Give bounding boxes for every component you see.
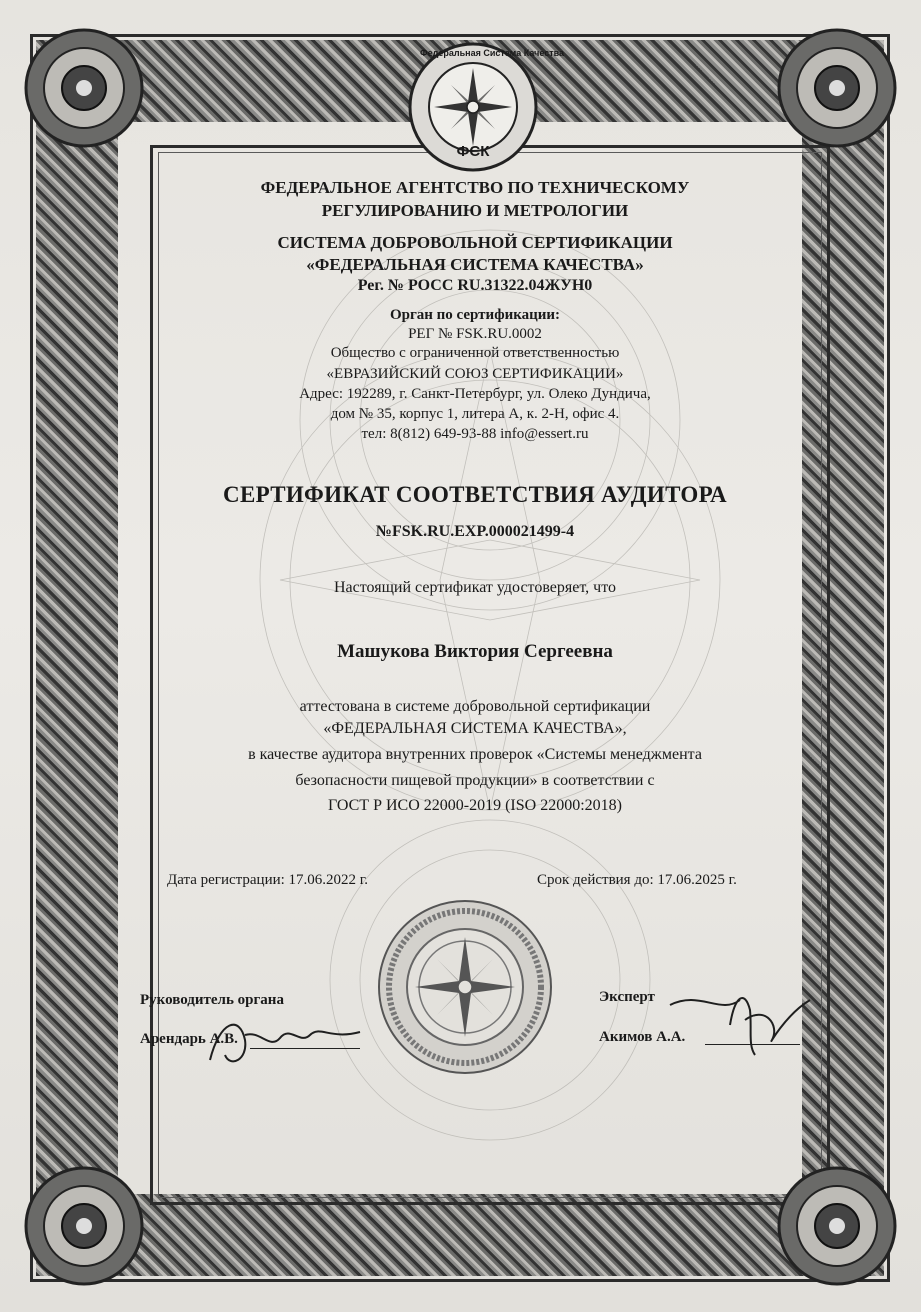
expert-signature-icon	[660, 985, 820, 1065]
certification-body-address-1: Адрес: 192289, г. Санкт-Петербург, ул. Олеко Дундича,	[299, 386, 651, 402]
certification-body-address-2: дом № 35, корпус 1, литера А, к. 2-Н, офис 4.	[330, 406, 620, 422]
certificate-text-4: безопасности пищевой продукции» в соответствии с	[295, 772, 655, 789]
certificate-intro: Настоящий сертификат удостоверяет, что	[334, 579, 616, 596]
head-signature-icon	[200, 1000, 370, 1075]
corner-rosette-icon	[14, 1156, 154, 1296]
certificate-standard: ГОСТ Р ИСО 22000-2019 (ISO 22000:2018)	[328, 797, 622, 814]
corner-rosette-icon	[14, 18, 154, 158]
head-signatory-title: Руководитель органа	[140, 992, 284, 1008]
registration-date: Дата регистрации: 17.06.2022 г.	[167, 872, 368, 888]
agency-line-1: ФЕДЕРАЛЬНОЕ АГЕНТСТВО ПО ТЕХНИЧЕСКОМУ	[260, 178, 690, 197]
logo-ring-text: Федеральная Система Качества	[420, 48, 565, 58]
agency-line-2: РЕГУЛИРОВАНИЮ И МЕТРОЛОГИИ	[321, 201, 629, 220]
expert-signatory-name: Акимов А.А.	[599, 1029, 686, 1045]
logo-abbreviation: ФСК	[456, 143, 490, 160]
system-line-2: «ФЕДЕРАЛЬНАЯ СИСТЕМА КАЧЕСТВА»	[306, 255, 644, 274]
certificate-number: №FSK.RU.EXP.000021499-4	[375, 523, 575, 540]
certification-body-type: Общество с ограниченной ответственностью	[330, 345, 620, 361]
certification-body-reg: РЕГ № FSK.RU.0002	[408, 326, 542, 342]
certification-body-title: Орган по сертификации:	[389, 307, 561, 323]
certificate-text-2: «ФЕДЕРАЛЬНАЯ СИСТЕМА КАЧЕСТВА»,	[323, 720, 627, 737]
corner-rosette-icon	[767, 18, 907, 158]
head-signatory-name: Арендарь А.В.	[140, 1031, 238, 1047]
certificate-text-1: аттестована в системе добровольной сертификации	[299, 698, 651, 715]
certificate-title: СЕРТИФИКАТ СООТВЕТСТВИЯ АУДИТОРА	[223, 482, 727, 507]
expert-signatory-title: Эксперт	[599, 989, 655, 1005]
validity-date: Срок действия до: 17.06.2025 г.	[537, 872, 737, 888]
system-registration: Рег. № РОСС RU.31322.04ЖУН0	[357, 277, 593, 294]
certificate-text-3: в качестве аудитора внутренних проверок «Системы менеджмента	[248, 746, 702, 763]
system-line-1: СИСТЕМА ДОБРОВОЛЬНОЙ СЕРТИФИКАЦИИ	[277, 233, 673, 252]
certificate-holder-name: Машукова Виктория Сергеевна	[337, 641, 613, 662]
certification-body-contacts: тел: 8(812) 649-93-88 info@essert.ru	[361, 426, 589, 442]
certification-body-name: «ЕВРАЗИЙСКИЙ СОЮЗ СЕРТИФИКАЦИИ»	[326, 366, 624, 382]
certification-seal-icon	[375, 897, 555, 1077]
